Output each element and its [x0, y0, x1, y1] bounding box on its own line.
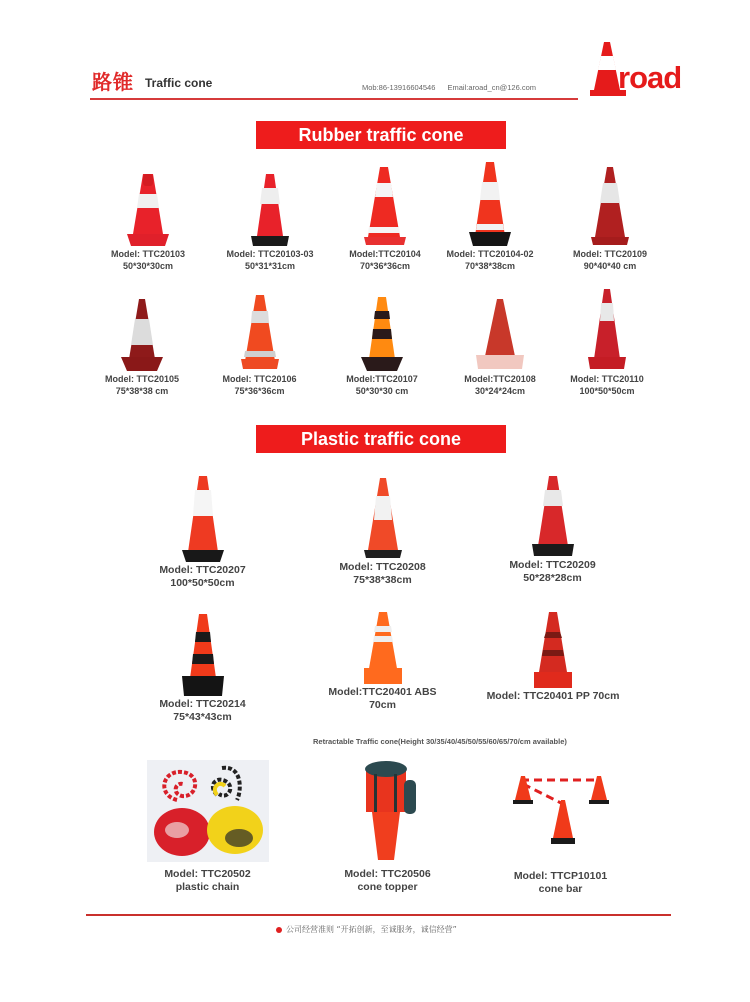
product-card [332, 295, 432, 397]
product-size: 50*30*30cm [122, 261, 174, 271]
product-card [207, 293, 312, 397]
product-size: cone bar [538, 883, 583, 895]
contact-info [362, 83, 536, 92]
footer-text: 公司经营准则 “开拓创新，至诚服务，诚信经营” [286, 925, 457, 934]
product-card [450, 295, 550, 397]
product-card [215, 170, 325, 272]
product-card [335, 165, 435, 272]
product-size: 50*31*31cm [244, 261, 296, 271]
traffic-cone-icon [178, 612, 228, 698]
footer-slogan [276, 924, 457, 935]
product-model: Model: TTC20110 [570, 374, 644, 384]
product-size: 50*30*30 cm [355, 386, 409, 396]
traffic-cone-icon [245, 170, 295, 248]
product-size: 75*36*36cm [234, 386, 285, 396]
product-model: Model: TTC20109 [572, 249, 648, 259]
product-card [557, 287, 657, 397]
product-card [325, 760, 450, 894]
product-model: Model: TTC20207 [159, 564, 246, 576]
product-model: Model: TTC20106 [222, 374, 297, 384]
product-size: 75*43*43cm [173, 711, 232, 723]
product-size: 100*50*50cm [170, 577, 235, 589]
product-card [490, 474, 615, 585]
product-card [560, 165, 660, 272]
traffic-cone-icon [123, 170, 173, 248]
product-model: Model:TTC20104 [349, 249, 421, 259]
page-title-en: Traffic cone [145, 76, 213, 90]
product-size: 100*50*50cm [579, 386, 635, 396]
traffic-cone-icon [360, 476, 406, 561]
email-address: Email:aroad_cn@126.com [447, 83, 536, 92]
aroad-logo [590, 40, 702, 98]
section-title-plastic: Plastic traffic cone [256, 425, 506, 453]
cone-bar-icon [511, 770, 611, 868]
mobile-number: Mob:86-13916604546 [362, 83, 436, 92]
product-size: plastic chain [175, 881, 240, 893]
retractable-cone-note: Retractable Traffic cone(Height 30/35/40/45/50/55/60/65/70/cm available) [313, 737, 567, 746]
page-title-cn: 路锥 [92, 70, 134, 94]
traffic-cone-icon [357, 295, 407, 373]
footer-divider [86, 914, 671, 916]
traffic-cone-icon [528, 610, 578, 690]
product-model: Model: TTC20502 [164, 868, 251, 880]
traffic-cone-icon [528, 474, 578, 559]
traffic-cone-icon [472, 295, 528, 373]
product-model: Model: TTC20506 [344, 868, 431, 880]
traffic-cone-icon [582, 287, 632, 373]
traffic-cone-icon [465, 160, 515, 248]
product-card [440, 160, 540, 272]
product-size: 75*38*38 cm [115, 386, 169, 396]
product-card [320, 476, 445, 587]
header-divider [90, 98, 578, 100]
product-model: Model: TTC20103 [110, 249, 186, 259]
product-model: Model: TTCP10101 [513, 870, 608, 882]
traffic-cone-icon [117, 295, 167, 373]
product-size: 70cm [369, 699, 396, 711]
traffic-cone-icon [235, 293, 285, 373]
product-model: Model: TTC20103-03 [226, 249, 314, 259]
product-card [145, 760, 270, 894]
product-size: cone topper [357, 881, 418, 893]
product-model: Model:TTC20107 [346, 374, 418, 384]
product-model: Model: TTC20208 [339, 561, 426, 573]
logo-text: road [618, 60, 682, 95]
product-card [98, 170, 198, 272]
product-size: 30*24*24cm [474, 386, 526, 396]
product-model: Model: TTC20209 [509, 559, 596, 571]
product-size: 90*40*40 cm [583, 261, 637, 271]
product-card [140, 474, 265, 590]
product-model: Model: TTC20105 [104, 374, 180, 384]
plastic-chain-icon [147, 760, 269, 862]
product-size: 50*28*28cm [523, 572, 582, 584]
product-card [498, 770, 623, 896]
section-title-rubber: Rubber traffic cone [256, 121, 506, 149]
traffic-cone-icon [178, 474, 228, 564]
product-model: Model:TTC20401 ABS [328, 686, 437, 698]
traffic-cone-icon [585, 165, 635, 248]
product-model: Model: TTC20401 PP 70cm [486, 690, 620, 702]
product-card [315, 610, 450, 712]
product-size: 70*36*36cm [359, 261, 411, 271]
cone-topper-icon [356, 760, 420, 868]
product-size: 75*38*38cm [353, 574, 412, 586]
product-model: Model: TTC20214 [159, 698, 246, 710]
product-model: Model:TTC20108 [464, 374, 536, 384]
product-card [140, 612, 265, 724]
product-size: 70*38*38cm [464, 261, 516, 271]
traffic-cone-icon [358, 610, 408, 686]
product-model: Model: TTC20104-02 [446, 249, 534, 259]
product-card [478, 610, 628, 703]
traffic-cone-icon [360, 165, 410, 248]
bullet-icon [276, 927, 282, 933]
product-card [92, 295, 192, 397]
